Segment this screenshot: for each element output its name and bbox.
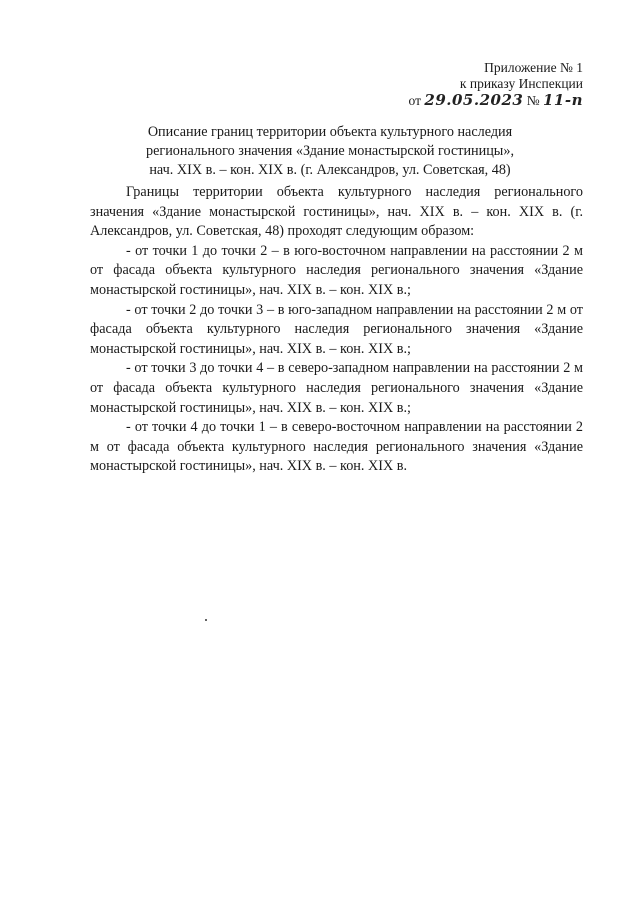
intro-paragraph: Границы территории объекта культурного наследия регионального значения «Здание монастырской гостиницы», нач. XIX в. – кон. XIX в. (г. Александров, ул. Советская, 48) проходят следующим образом: — [90, 184, 583, 240]
appendix-date-number — [363, 92, 583, 109]
title-line-1: Описание границ территории объекта культурного наследия — [147, 124, 513, 140]
appendix-label: Приложение № 1 — [484, 60, 583, 75]
document-title — [110, 123, 550, 180]
boundary-item-1: - от точки 1 до точки 2 – в юго-восточном направлении на расстоянии 2 м от фасада объекта культурного наследия регионального значения «Здание монастырской гостиницы», нач. XIX в. – кон. XIX в.; — [90, 242, 583, 298]
appendix-header — [363, 60, 583, 109]
appendix-number-label: № — [526, 93, 540, 108]
title-line-2: регионального значения «Здание монастырской гостиницы», — [145, 143, 514, 159]
boundary-item-4: - от точки 4 до точки 1 – в северо-восточном направлении на расстоянии 2 м от фасада объекта культурного наследия регионального значения «Здание монастырской гостиницы», нач. XIX в. – кон. XIX в. — [90, 419, 583, 475]
appendix-number: 11-п — [542, 91, 583, 109]
appendix-order-ref: к приказу Инспекции — [459, 76, 583, 91]
appendix-date-prefix: от — [408, 93, 422, 108]
boundary-item-3: - от точки 3 до точки 4 – в северо-западном направлении на расстоянии 2 м от фасада объекта культурного наследия регионального значения «Здание монастырской гостиницы», нач. XIX в. – кон. XIX в.; — [90, 360, 583, 416]
boundary-item-2: - от точки 2 до точки 3 – в юго-западном направлении на расстоянии 2 м от фасада объекта культурного наследия регионального значения «Здание монастырской гостиницы», нач. XIX в. – кон. XIX в.; — [90, 301, 583, 357]
stray-mark — [205, 619, 207, 621]
document-body — [90, 183, 583, 477]
title-line-3: нач. XIX в. – кон. XIX в. (г. Александров, ул. Советская, 48) — [149, 162, 511, 178]
appendix-date: 29.05.2023 — [424, 91, 524, 109]
